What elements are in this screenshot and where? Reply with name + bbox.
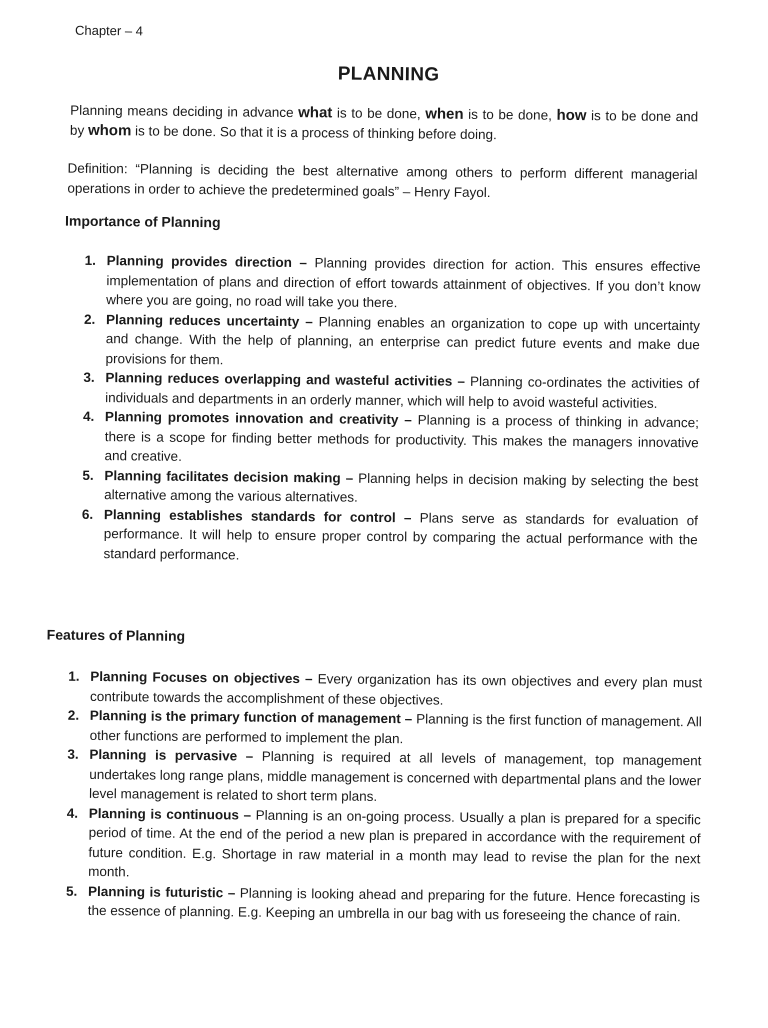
item-text: Planning is looking ahead and preparing for the future. Hence forecasting is the essence of planning. E.g. Keeping an umbrella in our bag with us foreseeing the chance of rain. [87, 884, 701, 925]
item-text: Planning is the first function of management. All other functions are performed to implement the plan. [89, 711, 702, 746]
list-item [81, 505, 699, 570]
item-text: Planning is required at all levels of management, top management undertakes long range plans, middle management is concerned with departmental plans and the lower level management is related to short term plans. [88, 748, 702, 804]
item-number: 5. [65, 883, 78, 899]
item-number: 1. [84, 252, 96, 268]
item-lead: Planning is continuous – [88, 805, 252, 823]
item-lead: Planning reduces overlapping and wasteful activities – [105, 370, 466, 389]
chapter-label: Chapter – 4 [74, 22, 144, 39]
intro-text-5: is to be done. So that it is a process of thinking before doing. [131, 123, 497, 143]
list-item [66, 803, 701, 887]
intro-text-4: is to be done and by [69, 108, 699, 138]
item-text: Planning is a process of thinking in advance; there is a scope for finding better methods for productivity. This makes the managers innovative and creative. [104, 412, 700, 464]
item-number: 1. [68, 668, 80, 684]
definition-paragraph: Definition: “Planning is deciding the best alternative among others to perform different managerial operations in order to achieve the predetermined goals” – Henry Fayol. [67, 160, 698, 201]
features-heading: Features of Planning [46, 626, 186, 644]
intro-whom: whom [87, 121, 132, 140]
item-lead: Planning provides direction – [106, 253, 308, 271]
item-lead: Planning is pervasive – [89, 746, 254, 764]
list-item [82, 466, 699, 511]
page-title: PLANNING [337, 63, 440, 86]
item-text: Plans serve as standards for evaluation of performance. It will help to ensure proper control by comparing the actual performance with the standard performance. [103, 509, 699, 562]
item-text: Planning is an on-going process. Usually a plan is prepared for a specific period of time. At the end of the period a new plan is prepared in accordance with the requirement of future condition. E.g. Shortage in raw material in a month may lead to revise the plan for the next month. [88, 807, 701, 880]
importance-list [81, 251, 701, 569]
intro-text-1: Planning means deciding in advance [70, 102, 299, 121]
item-number: 4. [66, 805, 79, 821]
intro-text-3: is to be done, [463, 106, 557, 123]
list-item [68, 667, 703, 712]
list-item [83, 368, 700, 413]
item-lead: Planning reduces uncertainty – [105, 311, 313, 329]
item-lead: Planning is futuristic – [87, 883, 236, 900]
item-number: 2. [67, 707, 80, 723]
intro-paragraph [70, 101, 698, 148]
item-text: Planning co-ordinates the activities of individuals and departments in an orderly manner, which will help to avoid wasteful activities. [105, 373, 700, 411]
item-number: 4. [82, 408, 95, 424]
item-lead: Planning Focuses on objectives – [90, 668, 313, 687]
item-number: 5. [82, 467, 94, 483]
features-list [65, 667, 703, 927]
item-number: 6. [81, 506, 94, 522]
list-item [65, 881, 701, 926]
intro-what: what [298, 104, 333, 122]
list-item [83, 310, 701, 375]
list-item [67, 706, 702, 751]
intro-how: how [556, 106, 587, 125]
item-text: Every organization has its own objectives and every plan must contribute towards the accomplishment of these objectives. [89, 671, 703, 708]
item-number: 3. [67, 746, 79, 762]
intro-text-2: is to be done, [332, 105, 426, 122]
item-lead: Planning is the primary function of management – [89, 707, 413, 727]
list-item [67, 745, 702, 810]
list-item [82, 407, 700, 472]
item-text: Planning enables an organization to cope up with uncertainty and change. With the help of planning, an enterprise can predict future events and make due provisions for them. [105, 313, 701, 367]
item-lead: Planning facilitates decision making – [104, 467, 354, 486]
intro-when: when [425, 105, 464, 123]
importance-heading: Importance of Planning [64, 212, 221, 231]
item-text: Planning helps in decision making by selecting the best alternative among the various alternatives. [104, 470, 699, 505]
item-lead: Planning establishes standards for control – [103, 506, 412, 525]
item-text: Planning provides direction for action. This ensures effective implementation of plans and direction of effort towards attainment of objectives. If you don’t know where you are going, no road will take you there. [106, 255, 701, 311]
item-number: 2. [83, 311, 96, 327]
list-item [84, 251, 701, 316]
item-lead: Planning promotes innovation and creativity – [104, 409, 412, 428]
item-number: 3. [83, 369, 95, 385]
